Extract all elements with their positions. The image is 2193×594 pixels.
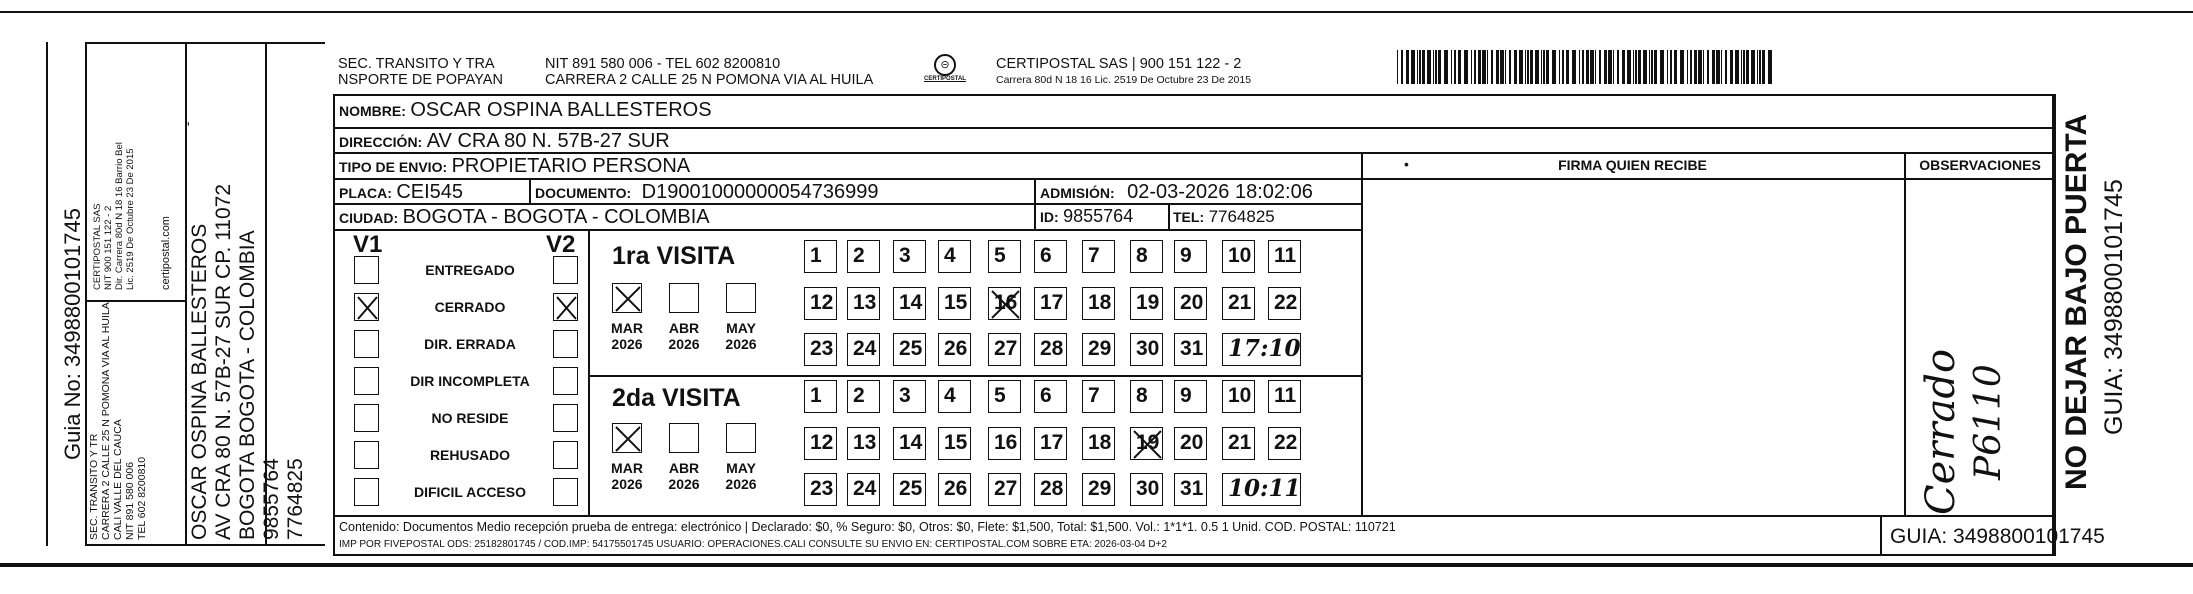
stub-recipient: OSCAR OSPINA BALLESTEROS AV CRA 80 N. 57B-27 SUR CP. 11072 BOGOTA BOGOTA - COLOMBIA 9855764 7764825 — [188, 183, 307, 540]
stub-divider-1 — [46, 42, 48, 546]
visit1-day-cell: 9 — [1174, 240, 1207, 273]
stub-top-line — [85, 42, 325, 44]
visit2-month-label: ABR 2026 — [668, 460, 700, 492]
v2-checkbox — [553, 367, 578, 395]
visit1-day-cell: 29 — [1082, 333, 1115, 366]
visit1-day-cell: 20 — [1174, 287, 1207, 320]
x-mark — [554, 294, 579, 322]
direccion-value: AV CRA 80 N. 57B-27 SUR — [426, 130, 670, 152]
status-label: DIR INCOMPLETA — [410, 373, 530, 389]
visit2-day-cell: 21 — [1222, 427, 1255, 460]
stub-mid-line — [85, 300, 185, 302]
visit1-day-cell: 5 — [988, 240, 1021, 273]
right-guia: GUIA: 3498800101745 — [2100, 179, 2128, 435]
visit1-day-cell: 19 — [1130, 287, 1163, 320]
v1-checkbox — [354, 330, 379, 358]
visit2-day-cell: 22 — [1268, 427, 1301, 460]
visit1-day-cell: 3 — [893, 240, 926, 273]
visit1-day-cell: 14 — [893, 287, 926, 320]
visit2-month-box — [612, 423, 642, 453]
footer-contenido: Contenido: Documentos Medio recepción prueba de entrega: electrónico | Declarado: $0, % Seguro: $0, Otros: $0, Flete: $1,500, Total: $1,500. Vol.: 1*1*1. 0.5 1 Unid. COD. POSTAL: 110721 — [339, 520, 1396, 534]
visit1-day-cell: 22 — [1268, 287, 1301, 320]
visit2-month-label: MAY 2026 — [725, 460, 757, 492]
v2-label: V2 — [546, 231, 576, 258]
visit1-day-cell: 21 — [1222, 287, 1255, 320]
visit2-time-box: 10:11 — [1222, 473, 1301, 506]
visit2-day-cell: 20 — [1174, 427, 1207, 460]
visit2-day-cell: 6 — [1034, 380, 1067, 413]
documento-value: D19001000000054736999 — [641, 181, 879, 203]
v2-checkbox — [553, 330, 578, 358]
visit1-day-cell: 15 — [938, 287, 971, 320]
visit1-day-cell: 10 — [1222, 240, 1255, 273]
visit2-day-cell: 30 — [1130, 473, 1163, 506]
stub-sender: SEC. TRANSITO Y TR CARRERA 2 CALLE 25 N POMONA VIA AL HUILA CALI VALLE DEL CAUCA NIT 891 580 006 TEL 602 8200810 — [88, 302, 148, 540]
ciudad-row: CIUDAD: BOGOTA - BOGOTA - COLOMBIA — [339, 206, 710, 228]
visit1-month-label: MAR 2026 — [611, 320, 643, 352]
v2-checkbox — [553, 441, 578, 469]
x-mark — [989, 288, 1022, 321]
visit2-day-cell: 7 — [1082, 380, 1115, 413]
observaciones-label: OBSERVACIONES — [1919, 157, 2041, 173]
visit1-day-cell: 1 — [804, 240, 837, 273]
visit1-time-box: 17:10 — [1222, 333, 1301, 366]
visit2-day-cell: 24 — [847, 473, 880, 506]
status-label: REHUSADO — [429, 447, 511, 463]
visit1-day-cell: 30 — [1130, 333, 1163, 366]
v1-checkbox — [354, 367, 379, 395]
tipo-envio-value: PROPIETARIO PERSONA — [451, 155, 691, 177]
stub-divider-3 — [185, 42, 187, 546]
visit1-month-box — [669, 283, 699, 313]
x-mark — [613, 284, 643, 314]
top-edge-line — [0, 11, 2193, 13]
v1-checkbox — [354, 478, 379, 506]
header-company: CERTIPOSTAL SAS | 900 151 122 - 2 Carrera 80d N 18 16 Lic. 2519 De Octubre 23 De 2015 — [996, 56, 1252, 86]
visit1-day-cell: 26 — [938, 333, 971, 366]
bottom-edge-line — [0, 563, 2193, 567]
stub-guia-number: Guia No: 3498800101745 — [60, 208, 85, 460]
admision-row: ADMISIÓN: 02-03-2026 18:02:06 — [1040, 181, 1313, 203]
visit1-day-cell: 8 — [1130, 240, 1163, 273]
visit2-day-cell: 8 — [1130, 380, 1163, 413]
visit1-day-cell: 2 — [847, 240, 880, 273]
id-row: ID: 9855764 — [1040, 206, 1134, 226]
visit2-title: 2da VISITA — [612, 384, 741, 412]
visit2-day-cell: 2 — [847, 380, 880, 413]
visit1-day-cell: 17 — [1034, 287, 1067, 320]
visit1-month-label: MAY 2026 — [725, 320, 757, 352]
visit1-day-cell: 13 — [847, 287, 880, 320]
v2-checkbox — [553, 256, 578, 284]
v1-checkbox — [354, 441, 379, 469]
visit2-day-cell: 18 — [1082, 427, 1115, 460]
v2-checkbox — [553, 293, 578, 321]
visit2-day-cell: 17 — [1034, 427, 1067, 460]
visit1-day-cell: 7 — [1082, 240, 1115, 273]
status-label: NO RESIDE — [431, 410, 509, 426]
x-mark — [613, 424, 643, 454]
header-address: NIT 891 580 006 - TEL 602 8200810 CARRERA 2 CALLE 25 N POMONA VIA AL HUILA — [545, 56, 874, 88]
visit2-month-label: MAR 2026 — [611, 460, 643, 492]
visit2-day-cell: 1 — [804, 380, 837, 413]
footer-imp: IMP POR FIVEPOSTAL ODS: 25182801745 / COD.IMP: 54175501745 USUARIO: OPERACIONES.CALI CONSULTE SU ENVIO EN: CERTIPOSTAL.COM SOBRE ETA: 2026-03-04 D+2 — [339, 539, 1167, 550]
visit2-day-cell: 10 — [1222, 380, 1255, 413]
status-label: DIR. ERRADA — [424, 336, 516, 352]
visit1-day-cell: 4 — [938, 240, 971, 273]
placa-value: CEI545 — [396, 181, 464, 203]
v1-label: V1 — [353, 231, 383, 258]
status-label: ENTREGADO — [425, 262, 515, 278]
visit2-day-cell: 25 — [893, 473, 926, 506]
visit2-day-cell: 11 — [1268, 380, 1301, 413]
dot-mark: • — [1404, 156, 1409, 172]
v1-checkbox — [354, 293, 379, 321]
tipo-envio-row: TIPO DE ENVIO: PROPIETARIO PERSONA — [339, 155, 691, 177]
visit1-month-box — [612, 283, 642, 313]
visit1-day-cell: 12 — [804, 287, 837, 320]
documento-row: DOCUMENTO: D19001000000054736999 — [535, 181, 879, 203]
admision-value: 02-03-2026 18:02:06 — [1127, 181, 1313, 203]
visit2-day-cell: 26 — [938, 473, 971, 506]
certipostal-logo: ⊝ CERTIPOSTAL — [910, 54, 980, 82]
visit2-day-cell: 5 — [988, 380, 1021, 413]
visit2-day-cell: 29 — [1082, 473, 1115, 506]
v1-checkbox — [354, 404, 379, 432]
observaciones-handwriting: Cerrado P6110 — [1918, 348, 2009, 515]
firma-label: FIRMA QUIEN RECIBE — [1558, 157, 1707, 173]
tel-row: TEL: 7764825 — [1173, 207, 1275, 226]
visit2-day-cell: 27 — [988, 473, 1021, 506]
visit2-day-cell: 16 — [988, 427, 1021, 460]
stub-tick-mark: ˈ — [185, 120, 192, 142]
id-value: 9855764 — [1063, 206, 1134, 226]
footer-guia: GUIA: 3498800101745 — [1890, 525, 2105, 548]
status-label: CERRADO — [434, 299, 506, 315]
stub-certipostal: CERTIPOSTAL SAS NIT 900 151 122 - 2 Dir. Carrera 80d N 18 16 Barrio Bel Lic. 2519 De Octubre 23 De 2015 — [92, 142, 136, 290]
tel-value: 7764825 — [1208, 207, 1275, 226]
visit2-day-cell: 15 — [938, 427, 971, 460]
visit2-day-cell: 13 — [847, 427, 880, 460]
direccion-row: DIRECCIÓN: AV CRA 80 N. 57B-27 SUR — [339, 130, 670, 152]
visit2-month-box — [726, 423, 756, 453]
v2-checkbox — [553, 404, 578, 432]
visit2-day-cell: 14 — [893, 427, 926, 460]
visit1-month-label: ABR 2026 — [668, 320, 700, 352]
stub-bottom-line — [85, 544, 325, 546]
header-entity: SEC. TRANSITO Y TRA NSPORTE DE POPAYAN — [338, 56, 503, 88]
visit2-day-cell: 23 — [804, 473, 837, 506]
x-mark — [1131, 428, 1164, 461]
v2-checkbox — [553, 478, 578, 506]
visit2-day-cell: 3 — [893, 380, 926, 413]
visit2-day-cell: 19 — [1130, 427, 1163, 460]
nombre-row: NOMBRE: OSCAR OSPINA BALLESTEROS — [339, 99, 712, 121]
visit1-day-cell: 11 — [1268, 240, 1301, 273]
visit1-day-cell: 25 — [893, 333, 926, 366]
placa-row: PLACA: CEI545 — [339, 181, 464, 203]
stub-certipostal-web: certipostal.com — [160, 216, 172, 290]
visit2-day-cell: 4 — [938, 380, 971, 413]
visit1-day-cell: 31 — [1174, 333, 1207, 366]
visit1-day-cell: 23 — [804, 333, 837, 366]
visit2-month-box — [669, 423, 699, 453]
visit1-day-cell: 18 — [1082, 287, 1115, 320]
no-dejar-bajo-puerta: NO DEJAR BAJO PUERTA — [2060, 113, 2093, 490]
visit1-day-cell: 16 — [988, 287, 1021, 320]
visit1-day-cell: 28 — [1034, 333, 1067, 366]
barcode — [1397, 50, 1777, 84]
visit2-day-cell: 9 — [1174, 380, 1207, 413]
v1-checkbox — [354, 256, 379, 284]
ciudad-value: BOGOTA - BOGOTA - COLOMBIA — [402, 206, 710, 228]
visit1-day-cell: 6 — [1034, 240, 1067, 273]
visit1-day-cell: 27 — [988, 333, 1021, 366]
visit1-month-box — [726, 283, 756, 313]
visit2-day-cell: 31 — [1174, 473, 1207, 506]
visit2-day-cell: 28 — [1034, 473, 1067, 506]
visit2-day-cell: 12 — [804, 427, 837, 460]
x-mark — [355, 294, 380, 322]
visit1-day-cell: 24 — [847, 333, 880, 366]
status-label: DIFICIL ACCESO — [413, 484, 526, 500]
visit1-title: 1ra VISITA — [612, 242, 736, 270]
nombre-value: OSCAR OSPINA BALLESTEROS — [410, 99, 712, 121]
